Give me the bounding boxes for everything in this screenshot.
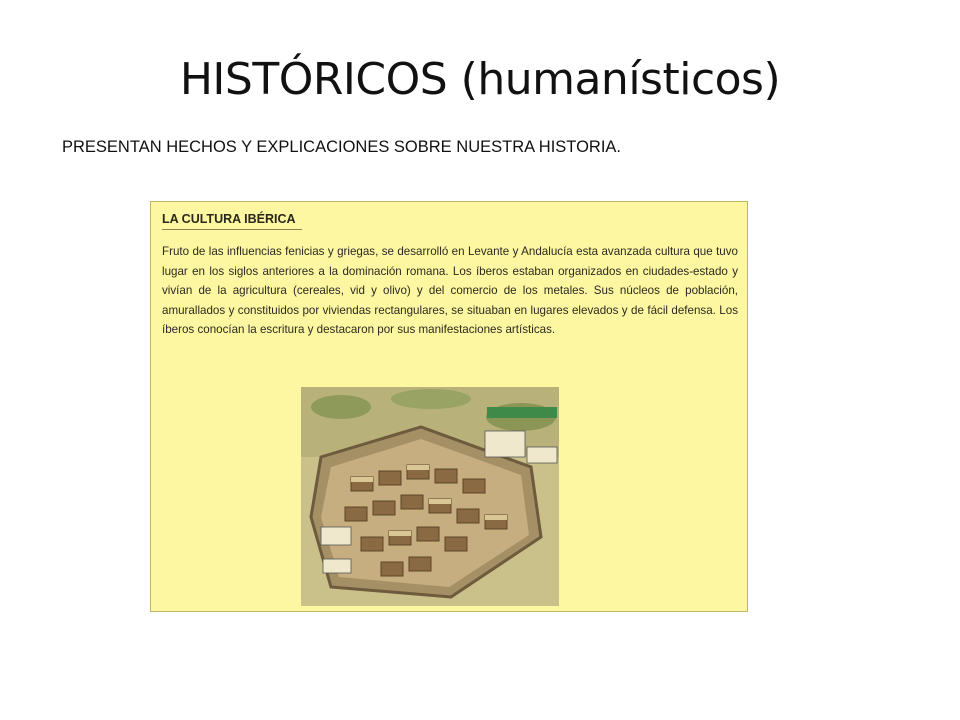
slide-title: HISTÓRICOS (humanísticos) <box>179 54 781 105</box>
iberian-settlement-illustration <box>301 387 559 606</box>
card-heading: LA CULTURA IBÉRICA <box>162 212 296 226</box>
heading-underline <box>162 229 302 230</box>
slide-subtitle: PRESENTAN HECHOS Y EXPLICACIONES SOBRE NUESTRA HISTORIA. <box>62 138 622 156</box>
card-body-text: Fruto de las influencias fenicias y griegas, se desarrolló en Levante y Andalucía esta avanzada cultura que tuvo lugar en los siglos anteriores a la dominación romana. Los íberos estaban organizados en ciudades-estado y vivían de la agricultura (cereales, vid y olivo) y del comercio de los metales. Sus núcleos de población, amurallados y constituidos por viviendas rectangulares, se situaban en lugares elevados y de fácil defensa. Los íberos conocían la escritura y destacaron por sus manifestaciones artísticas. <box>162 245 738 337</box>
document-card <box>150 201 748 612</box>
